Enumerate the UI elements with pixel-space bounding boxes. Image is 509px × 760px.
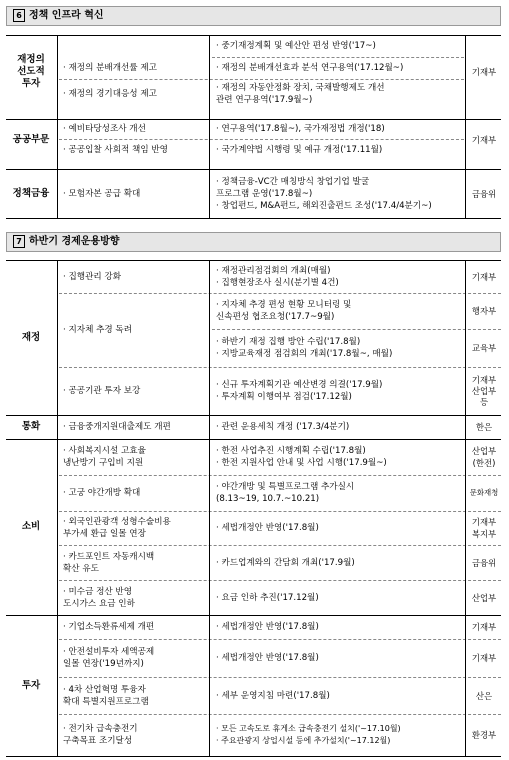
policy-cell: · 공공입찰 사회적 책임 반영: [63, 144, 168, 155]
ministry-cell: 기재부: [471, 271, 497, 282]
policy-cell: · 4차 산업혁명 투융자 확대 특별지원프로그램: [63, 684, 149, 707]
detail-cell: · 세법개정안 반영('17.8월): [216, 523, 319, 533]
ministry-cell: 기재부: [471, 653, 497, 663]
policy-cell: [59, 35, 207, 57]
detail-cell: · 지자체 추경 편성 현황 모니터링 및 신속편성 협조요청('17.7~9월): [216, 300, 352, 322]
policy-cell: · 예비타당성조사 개선: [63, 124, 146, 134]
policy-cell: · 안전설비투자 세액공제 일몰 연장('19년까지): [63, 647, 155, 669]
category-cell: 재정: [21, 331, 41, 343]
detail-cell: · 정책금융-VC간 매칭방식 창업기업 발굴 프로그램 운영('17.8월~) · 창업펀드, M&A펀드, 해외진출펀드 조성('17.4/4분기~): [216, 176, 432, 211]
policy-cell: · 카드포인트 자동캐시백 확산 유도: [63, 551, 155, 574]
policy-cell: · 고궁 야간개방 확대: [63, 488, 141, 498]
policy-cell: · 집행관리 강화: [63, 271, 122, 282]
policy-cell: · 전기차 급속충전기 구축목표 조기달성: [63, 724, 138, 746]
detail-cell: · 관련 운용세칙 개정 ('17.3/4분기): [216, 422, 350, 432]
detail-cell: · 중기재정계획 및 예산안 편성 반영('17~): [216, 41, 376, 51]
ministry-cell: 문화재청: [469, 488, 499, 497]
category-cell: 소비: [21, 521, 41, 532]
section-header-h2-economy: [6, 232, 501, 252]
policy-cell: · 모험자본 공급 확대: [63, 188, 141, 199]
detail-cell: · 국가계약법 시행령 및 예규 개정('17.11월): [216, 144, 383, 155]
section-number: 7: [13, 235, 25, 248]
category-cell: 정책금융: [12, 187, 50, 199]
category-cell: 공공부문: [12, 133, 50, 145]
ministry-cell: 기재부 산업부 등: [471, 374, 497, 407]
policy-cell: · 공공기관 투자 보강: [63, 386, 141, 396]
ministry-cell: 기재부: [471, 134, 497, 145]
ministry-cell: 기재부: [471, 622, 497, 632]
detail-cell: · 연구용역('17.8월~), 국가재정법 개정('18): [216, 124, 385, 134]
ministry-cell: 기재부: [471, 66, 497, 77]
detail-cell: · 세법개정안 반영('17.8월): [216, 622, 319, 632]
detail-cell: · 세법개정안 반영('17.8월): [216, 653, 319, 663]
section-title: 정책 인프라 혁신: [29, 10, 104, 21]
ministry-cell: 산업부: [471, 592, 497, 603]
category-cell: 재정의 선도적 투자: [17, 53, 45, 89]
detail-cell: · 야간개방 및 특별프로그램 추가실시 (8.13~19, 10.7.~10.21): [216, 482, 355, 504]
policy-cell: · 금융중개지원대출제도 개편: [63, 422, 171, 432]
policy-cell: · 기업소득환류세제 개편: [63, 622, 155, 632]
ministry-cell: 산은: [475, 690, 493, 701]
detail-cell: · 재정관리점검회의 개최(매월) · 집행현장조사 실시(분기별 4건): [216, 265, 339, 288]
detail-cell: · 한전 사업추진 시행계획 수립('17.8월) · 한전 지원사업 안내 및 사업 시행('17.9월~): [216, 446, 387, 468]
policy-cell: · 미수금 정산 반영 도시가스 요금 인하: [63, 586, 135, 609]
detail-cell: · 하반기 재정 집행 방안 수립('17.8월) · 지방교육재정 점검회의 개최('17.8월~, 매월): [216, 337, 393, 359]
policy-infra-table: [6, 35, 501, 218]
category-cell: 통화: [21, 421, 41, 432]
detail-cell: · 모든 고속도로 휴게소 급속충전기 설치('~17.10월) · 주요관광지 상업시설 등에 추가설치('~17.12월): [216, 724, 401, 745]
ministry-cell: 한은: [475, 422, 493, 432]
ministry-cell: 금융위: [471, 188, 497, 199]
policy-cell: · 지자체 추경 독려: [63, 325, 133, 335]
ministry-cell: 기재부 복지부: [471, 517, 497, 539]
policy-cell: · 재정의 분배개선률 제고: [63, 63, 157, 73]
policy-cell: · 외국인관광객 성형수술비용 부가세 환급 일몰 연장: [63, 517, 171, 539]
policy-cell: · 사회복지시설 고효율 냉난방기 구입비 지원: [63, 446, 146, 468]
detail-cell: · 카드업계와의 간담회 개최('17.9월): [216, 557, 355, 568]
section-title: 하반기 경제운용방향: [29, 236, 120, 247]
ministry-cell: 교육부: [471, 343, 497, 353]
ministry-cell: 환경부: [471, 730, 497, 740]
ministry-cell: 금융위: [471, 557, 497, 568]
detail-cell: · 재정의 자동안정화 장치, 국채발행제도 개선 관련 연구용역('17.9월~): [216, 82, 385, 105]
ministry-cell: 산업부 (한전): [471, 446, 497, 468]
policy-cell: · 재정의 경기대응성 제고: [63, 88, 157, 99]
detail-cell: · 세부 운영지침 마련('17.8월): [216, 690, 330, 701]
h2-economy-table: [6, 260, 501, 756]
ministry-cell: 행자부: [471, 306, 497, 316]
section-number: 6: [13, 9, 25, 22]
section-header-policy-infra: [6, 6, 501, 26]
detail-cell: · 재정의 분배개선효과 분석 연구용역('17.12월~): [216, 63, 404, 73]
detail-cell: · 신규 투자계획기관 예산변경 의결('17.9월) · 투자계획 이행여부 점검('17.12월): [216, 380, 383, 402]
category-cell: 투자: [21, 679, 41, 691]
detail-cell: · 요금 인하 추진('17.12월): [216, 592, 319, 603]
